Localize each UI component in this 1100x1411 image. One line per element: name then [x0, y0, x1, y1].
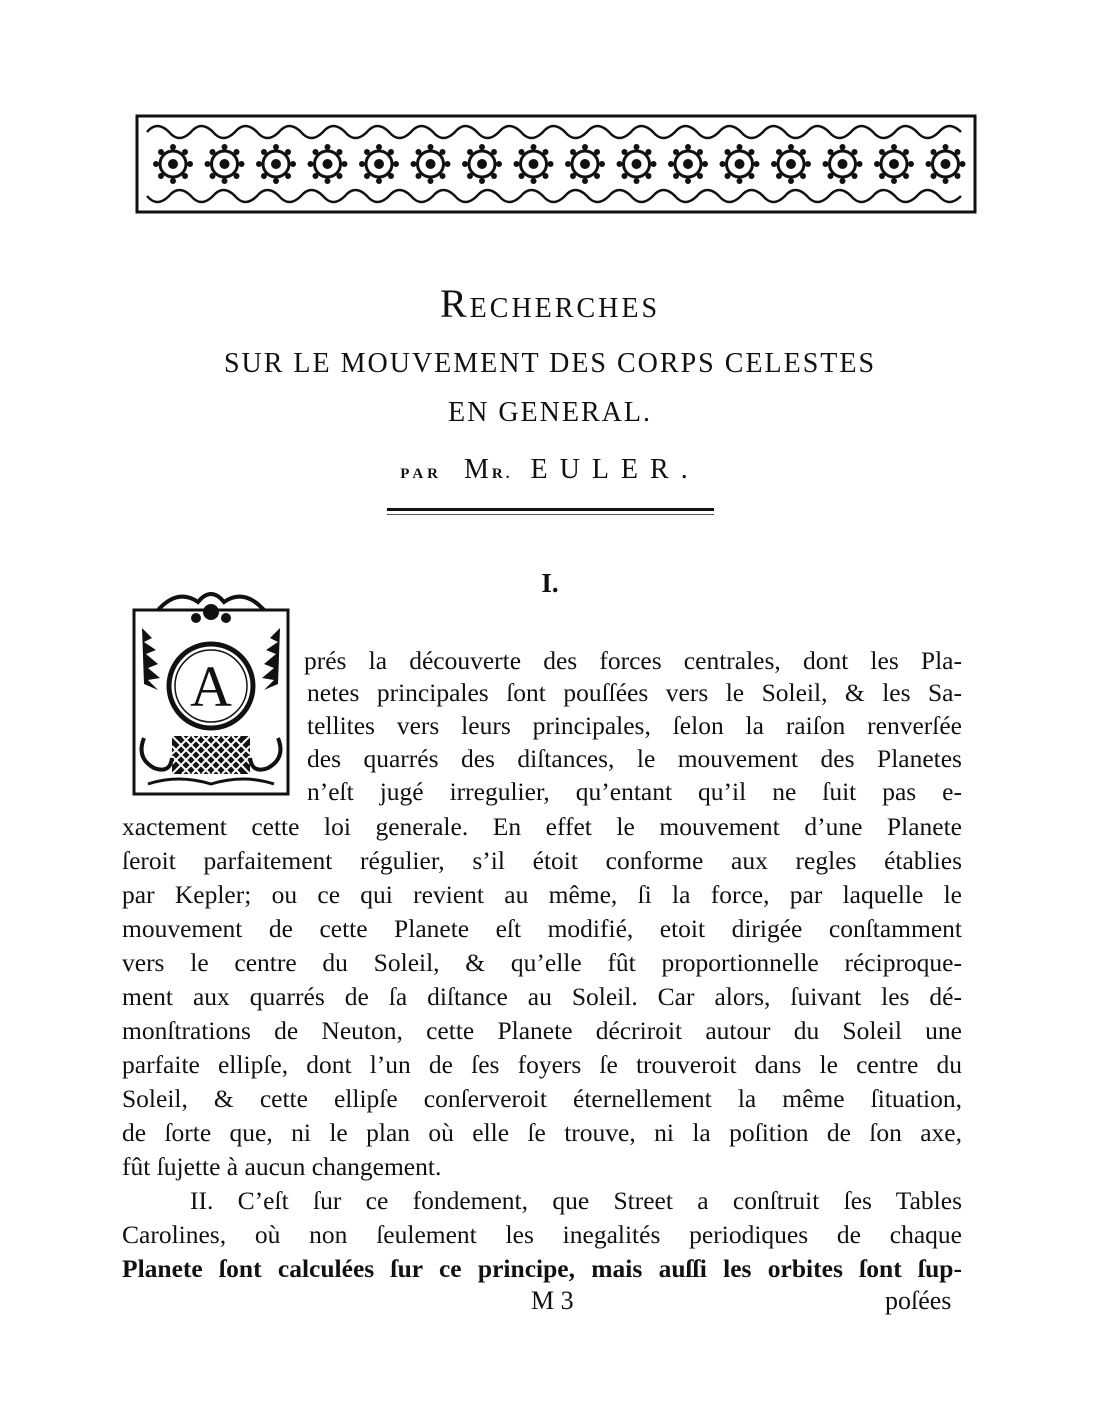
rosette-center — [786, 159, 796, 169]
rosette-petal — [308, 161, 314, 167]
rosette-petal — [415, 173, 421, 179]
rosette-petal — [800, 173, 806, 179]
rosette-petal — [840, 144, 846, 150]
rosette-petal — [594, 149, 600, 155]
text-line: n’eſt jugé irregulier, qu’entant qu’il ne ſuit pas e- — [307, 777, 962, 806]
rosette-petal — [570, 173, 576, 179]
text-line: II. C’eſt ſur ce fondement, que Street a conſtruit ſes Tables — [190, 1186, 962, 1215]
rosette-petal — [823, 161, 829, 167]
rosette-petal — [209, 173, 215, 179]
rosette-petal — [724, 173, 730, 179]
rosette-petal — [170, 178, 176, 184]
text-line: xactement cette loi generale. En effet le mouvement d’une Planete — [122, 812, 962, 841]
rosette-petal — [634, 178, 640, 184]
rosette-center — [632, 159, 642, 169]
rosette-petal — [908, 161, 914, 167]
rosette-petal — [205, 161, 211, 167]
rosette-petal — [209, 149, 215, 155]
rosette-petal — [479, 144, 485, 150]
rosette-petal — [440, 173, 446, 179]
rosette-petal — [930, 173, 936, 179]
rosette-petal — [518, 149, 524, 155]
rosette-petal — [364, 173, 370, 179]
rosette-petal — [617, 161, 623, 167]
rosette-petal — [955, 149, 961, 155]
page-title: Recherches — [439, 281, 661, 326]
rosette-petal — [737, 178, 743, 184]
rosette-petal — [960, 161, 966, 167]
rosette-petal — [857, 161, 863, 167]
rosette-petal — [621, 173, 627, 179]
rosette-petal — [273, 144, 279, 150]
rosette-petal — [170, 144, 176, 150]
rosette-petal — [594, 173, 600, 179]
rosette-center — [735, 159, 745, 169]
rosette-petal — [634, 144, 640, 150]
text-line: ment aux quarrés de ſa diſtance au Soleil. Car alors, ſuivant les dé- — [122, 982, 962, 1011]
rosette-petal — [285, 149, 291, 155]
title-rule-thin — [387, 514, 714, 515]
text-line: monſtrations de Neuton, cette Planete décriroit autour du Soleil une — [122, 1016, 962, 1045]
rosette-petal — [467, 149, 473, 155]
rosette-petal — [273, 178, 279, 184]
rosette-petal — [531, 144, 537, 150]
rosette-petal — [754, 161, 760, 167]
text-line: des quarrés des diſtances, le mouvement des Planetes — [307, 744, 962, 773]
author-byline — [0, 454, 1100, 486]
text-line: par Kepler; ou ce qui revient au même, ſi la force, par laquelle le — [122, 880, 962, 909]
rosette-petal — [415, 149, 421, 155]
rosette-center — [220, 159, 230, 169]
rosette-petal — [582, 178, 588, 184]
rosette-center — [838, 159, 848, 169]
text-line: Carolines, où non ſeulement les inegalités periodiques de chaque — [122, 1220, 962, 1249]
catchword: poſées — [885, 1286, 952, 1315]
rosette-petal — [376, 178, 382, 184]
decorated-initial — [128, 588, 294, 800]
rosette-petal — [943, 144, 949, 150]
rosette-petal — [724, 149, 730, 155]
rosette-petal — [182, 149, 188, 155]
signature-mark: M 3 — [531, 1286, 574, 1315]
rosette-petal — [827, 173, 833, 179]
rosette-petal — [930, 149, 936, 155]
rosette-petal — [565, 161, 571, 167]
byline-mr-sup: R. — [491, 466, 513, 482]
rosette-petal — [428, 144, 434, 150]
rosette-petal — [158, 149, 164, 155]
author-name: EULER. — [530, 454, 700, 485]
rosette-petal — [840, 178, 846, 184]
rosette-petal — [720, 161, 726, 167]
rosette-center — [889, 159, 899, 169]
text-line: Planete ſont calculées ſur ce principe, mais auſſi les orbites ſont ſup- — [122, 1254, 962, 1283]
text-line: ſeroit parfaitement régulier, s’il étoit conforme aux regles établies — [122, 846, 962, 875]
rosette-petal — [234, 173, 240, 179]
rosette-petal — [445, 161, 451, 167]
rosette-petal — [393, 161, 399, 167]
rosette-petal — [903, 173, 909, 179]
rosette-petal — [852, 173, 858, 179]
rosette-petal — [891, 144, 897, 150]
section-number: I. — [541, 568, 559, 598]
subtitle-line-1: SUR LE MOUVEMENT DES CORPS CELESTES — [223, 348, 877, 379]
drop-cap-letter: A — [190, 654, 232, 719]
rosette-petal — [943, 178, 949, 184]
rosette-petal — [668, 161, 674, 167]
byline-mr — [464, 454, 513, 485]
rosette-petal — [337, 173, 343, 179]
rosette-petal — [285, 173, 291, 179]
title-rule — [387, 508, 714, 511]
text-line: mouvement de cette Planete eſt modifié, etoit dirigée conſtamment — [122, 914, 962, 943]
rosette-petal — [788, 178, 794, 184]
rosette-petal — [531, 178, 537, 184]
rosette-petal — [325, 178, 331, 184]
rosette-petal — [697, 149, 703, 155]
rosette-petal — [852, 149, 858, 155]
rosette-petal — [261, 149, 267, 155]
rosette-petal — [376, 144, 382, 150]
rosette-petal — [491, 173, 497, 179]
rosette-petal — [337, 149, 343, 155]
rosette-petal — [411, 161, 417, 167]
text-line: netes principales ſont pouſſées vers le Soleil, & les Sa- — [307, 678, 962, 707]
rosette-petal — [685, 178, 691, 184]
rosette-center — [426, 159, 436, 169]
text-line: tellites vers leurs principales, ſelon la raiſon renverſée — [307, 711, 962, 740]
rosette-center — [271, 159, 281, 169]
rosette-petal — [479, 178, 485, 184]
rosette-petal — [673, 149, 679, 155]
rosette-center — [529, 159, 539, 169]
rosette-petal — [903, 149, 909, 155]
rosette-petal — [702, 161, 708, 167]
rosette-petal — [290, 161, 296, 167]
byline-mr-letter: M — [464, 454, 492, 485]
byline-par: PAR — [400, 466, 442, 482]
rosette-petal — [325, 144, 331, 150]
subtitle-line-2: EN GENERAL. — [448, 397, 652, 428]
text-line: vers le centre du Soleil, & qu’elle fût proportionnelle réciproque- — [122, 948, 962, 977]
rosette-petal — [491, 149, 497, 155]
rosette-petal — [879, 173, 885, 179]
lattice-panel — [172, 736, 250, 774]
rosette-petal — [543, 173, 549, 179]
rosette-petal — [926, 161, 932, 167]
rosette-petal — [467, 173, 473, 179]
rosette-petal — [548, 161, 554, 167]
rosette-petal — [222, 178, 228, 184]
rosette-petal — [153, 161, 159, 167]
rosette-petal — [891, 178, 897, 184]
rosette-petal — [440, 149, 446, 155]
rosette-center — [323, 159, 333, 169]
rosette-petal — [776, 173, 782, 179]
rosette-petal — [749, 149, 755, 155]
rosette-petal — [827, 149, 833, 155]
rosette-petal — [776, 149, 782, 155]
rosette-petal — [788, 144, 794, 150]
rosette-petal — [364, 149, 370, 155]
rosette-petal — [749, 173, 755, 179]
rosette-center — [580, 159, 590, 169]
rosette-petal — [312, 173, 318, 179]
text-line: prés la découverte des forces centrales, dont les Pla- — [304, 646, 962, 675]
rosette-petal — [805, 161, 811, 167]
rosette-petal — [955, 173, 961, 179]
rosette-petal — [158, 173, 164, 179]
text-line: fût ſujette à aucun changement. — [122, 1152, 442, 1181]
rosette-petal — [388, 149, 394, 155]
rosette-center — [374, 159, 384, 169]
rosette-petal — [582, 144, 588, 150]
rosette-petal — [182, 173, 188, 179]
rosette-petal — [697, 173, 703, 179]
rosette-petal — [621, 149, 627, 155]
rosette-petal — [428, 178, 434, 184]
rosette-petal — [879, 149, 885, 155]
rosette-petal — [651, 161, 657, 167]
rosette-petal — [646, 173, 652, 179]
rosette-petal — [771, 161, 777, 167]
rosette-petal — [496, 161, 502, 167]
text-line: de ſorte que, ni le plan où elle ſe trouve, ni la poſition de ſon axe, — [122, 1118, 962, 1147]
rosette-petal — [261, 173, 267, 179]
rosette-petal — [673, 173, 679, 179]
rosette-petal — [187, 161, 193, 167]
rosette-petal — [342, 161, 348, 167]
rosette-petal — [599, 161, 605, 167]
rosette-petal — [543, 149, 549, 155]
rosette-petal — [737, 144, 743, 150]
rosette-petal — [239, 161, 245, 167]
rosette-petal — [570, 149, 576, 155]
rosette-petal — [800, 149, 806, 155]
rosette-petal — [234, 149, 240, 155]
rosette-center — [941, 159, 951, 169]
rosette-petal — [874, 161, 880, 167]
rosette-petal — [514, 161, 520, 167]
rosette-petal — [646, 149, 652, 155]
rosette-center — [683, 159, 693, 169]
text-line: Soleil, & cette ellipſe conſerveroit éternellement la même ſituation, — [122, 1084, 962, 1113]
ornamental-headpiece — [133, 112, 979, 216]
rosette-petal — [388, 173, 394, 179]
rosette-petal — [685, 144, 691, 150]
text-line: parfaite ellipſe, dont l’un de ſes foyers ſe trouveroit dans le centre du — [122, 1050, 962, 1079]
rosette-center — [168, 159, 178, 169]
rosette-petal — [359, 161, 365, 167]
rosette-petal — [312, 149, 318, 155]
rosette-petal — [256, 161, 262, 167]
rosette-petal — [462, 161, 468, 167]
rosette-center — [477, 159, 487, 169]
rosette-petal — [222, 144, 228, 150]
rosette-petal — [518, 173, 524, 179]
